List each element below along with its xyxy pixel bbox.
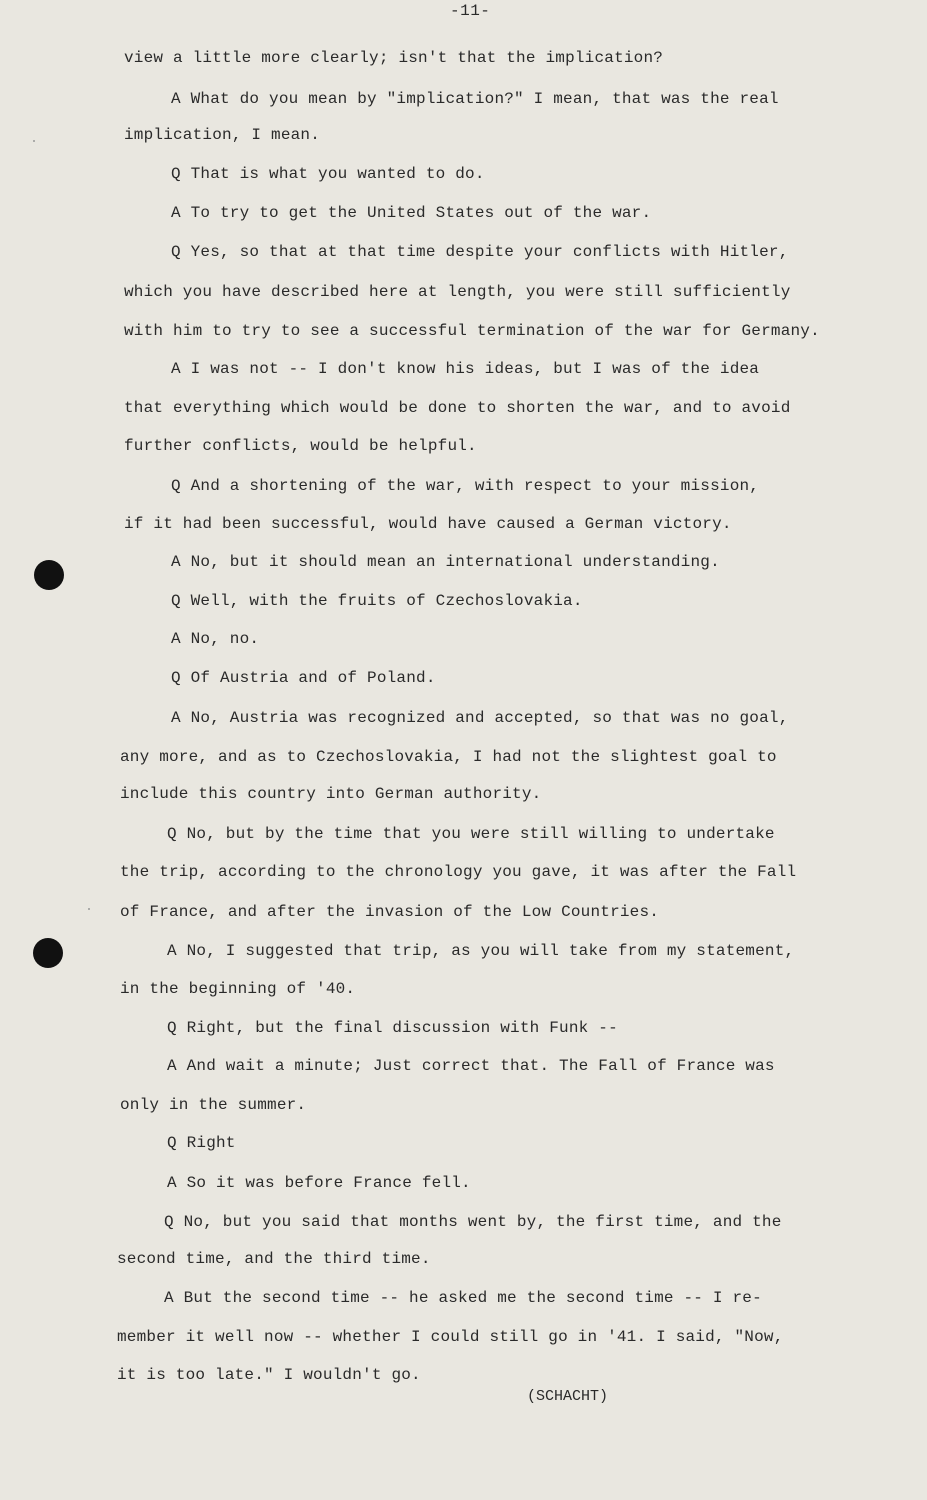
transcript-line: A No, Austria was recognized and accepted, so that was no goal, xyxy=(171,709,789,727)
transcript-line: Q That is what you wanted to do. xyxy=(171,165,485,183)
transcript-line: Q Yes, so that at that time despite your conflicts with Hitler, xyxy=(171,243,789,261)
punch-hole xyxy=(33,938,63,968)
transcript-line: A What do you mean by "implication?" I mean, that was the real xyxy=(171,90,779,108)
paper-speck xyxy=(33,140,35,142)
transcript-line: implication, I mean. xyxy=(124,126,321,144)
transcript-line: include this country into German authority. xyxy=(120,785,542,803)
transcript-line: view a little more clearly; isn't that the implication? xyxy=(124,49,664,67)
transcript-line: A No, but it should mean an international understanding. xyxy=(171,553,720,571)
transcript-line: it is too late." I wouldn't go. xyxy=(117,1366,421,1384)
transcript-line: A No, I suggested that trip, as you will take from my statement, xyxy=(167,942,795,960)
transcript-line: Q Well, with the fruits of Czechoslovakia. xyxy=(171,592,583,610)
transcript-line: any more, and as to Czechoslovakia, I had not the slightest goal to xyxy=(120,748,777,766)
transcript-line: Q No, but by the time that you were still willing to undertake xyxy=(167,825,775,843)
page-number: -11- xyxy=(450,2,491,20)
transcript-line: second time, and the third time. xyxy=(117,1250,431,1268)
transcript-line: which you have described here at length, you were still sufficiently xyxy=(124,283,791,301)
transcript-line: member it well now -- whether I could still go in '41. I said, "Now, xyxy=(117,1328,784,1346)
transcript-line: with him to try to see a successful termination of the war for Germany. xyxy=(124,322,820,340)
witness-name: (SCHACHT) xyxy=(527,1388,609,1405)
transcript-line: Q Right xyxy=(167,1134,236,1152)
transcript-line: further conflicts, would be helpful. xyxy=(124,437,477,455)
transcript-line: A No, no. xyxy=(171,630,260,648)
transcript-line: Q Of Austria and of Poland. xyxy=(171,669,436,687)
transcript-line: in the beginning of '40. xyxy=(120,980,356,998)
transcript-line: if it had been successful, would have caused a German victory. xyxy=(124,515,732,533)
transcript-line: only in the summer. xyxy=(120,1096,307,1114)
transcript-line: Q And a shortening of the war, with respect to your mission, xyxy=(171,477,760,495)
transcript-line: A To try to get the United States out of the war. xyxy=(171,204,652,222)
transcript-line: of France, and after the invasion of the Low Countries. xyxy=(120,903,660,921)
transcript-line: A I was not -- I don't know his ideas, but I was of the idea xyxy=(171,360,760,378)
transcript-line: A So it was before France fell. xyxy=(167,1174,471,1192)
transcript-line: A But the second time -- he asked me the second time -- I re- xyxy=(164,1289,762,1307)
transcript-line: the trip, according to the chronology you gave, it was after the Fall xyxy=(120,863,797,881)
transcript-line: Q Right, but the final discussion with Funk -- xyxy=(167,1019,618,1037)
transcript-line: A And wait a minute; Just correct that. The Fall of France was xyxy=(167,1057,775,1075)
paper-speck xyxy=(88,908,90,910)
punch-hole xyxy=(34,560,64,590)
transcript-line: that everything which would be done to shorten the war, and to avoid xyxy=(124,399,791,417)
transcript-line: Q No, but you said that months went by, the first time, and the xyxy=(164,1213,782,1231)
